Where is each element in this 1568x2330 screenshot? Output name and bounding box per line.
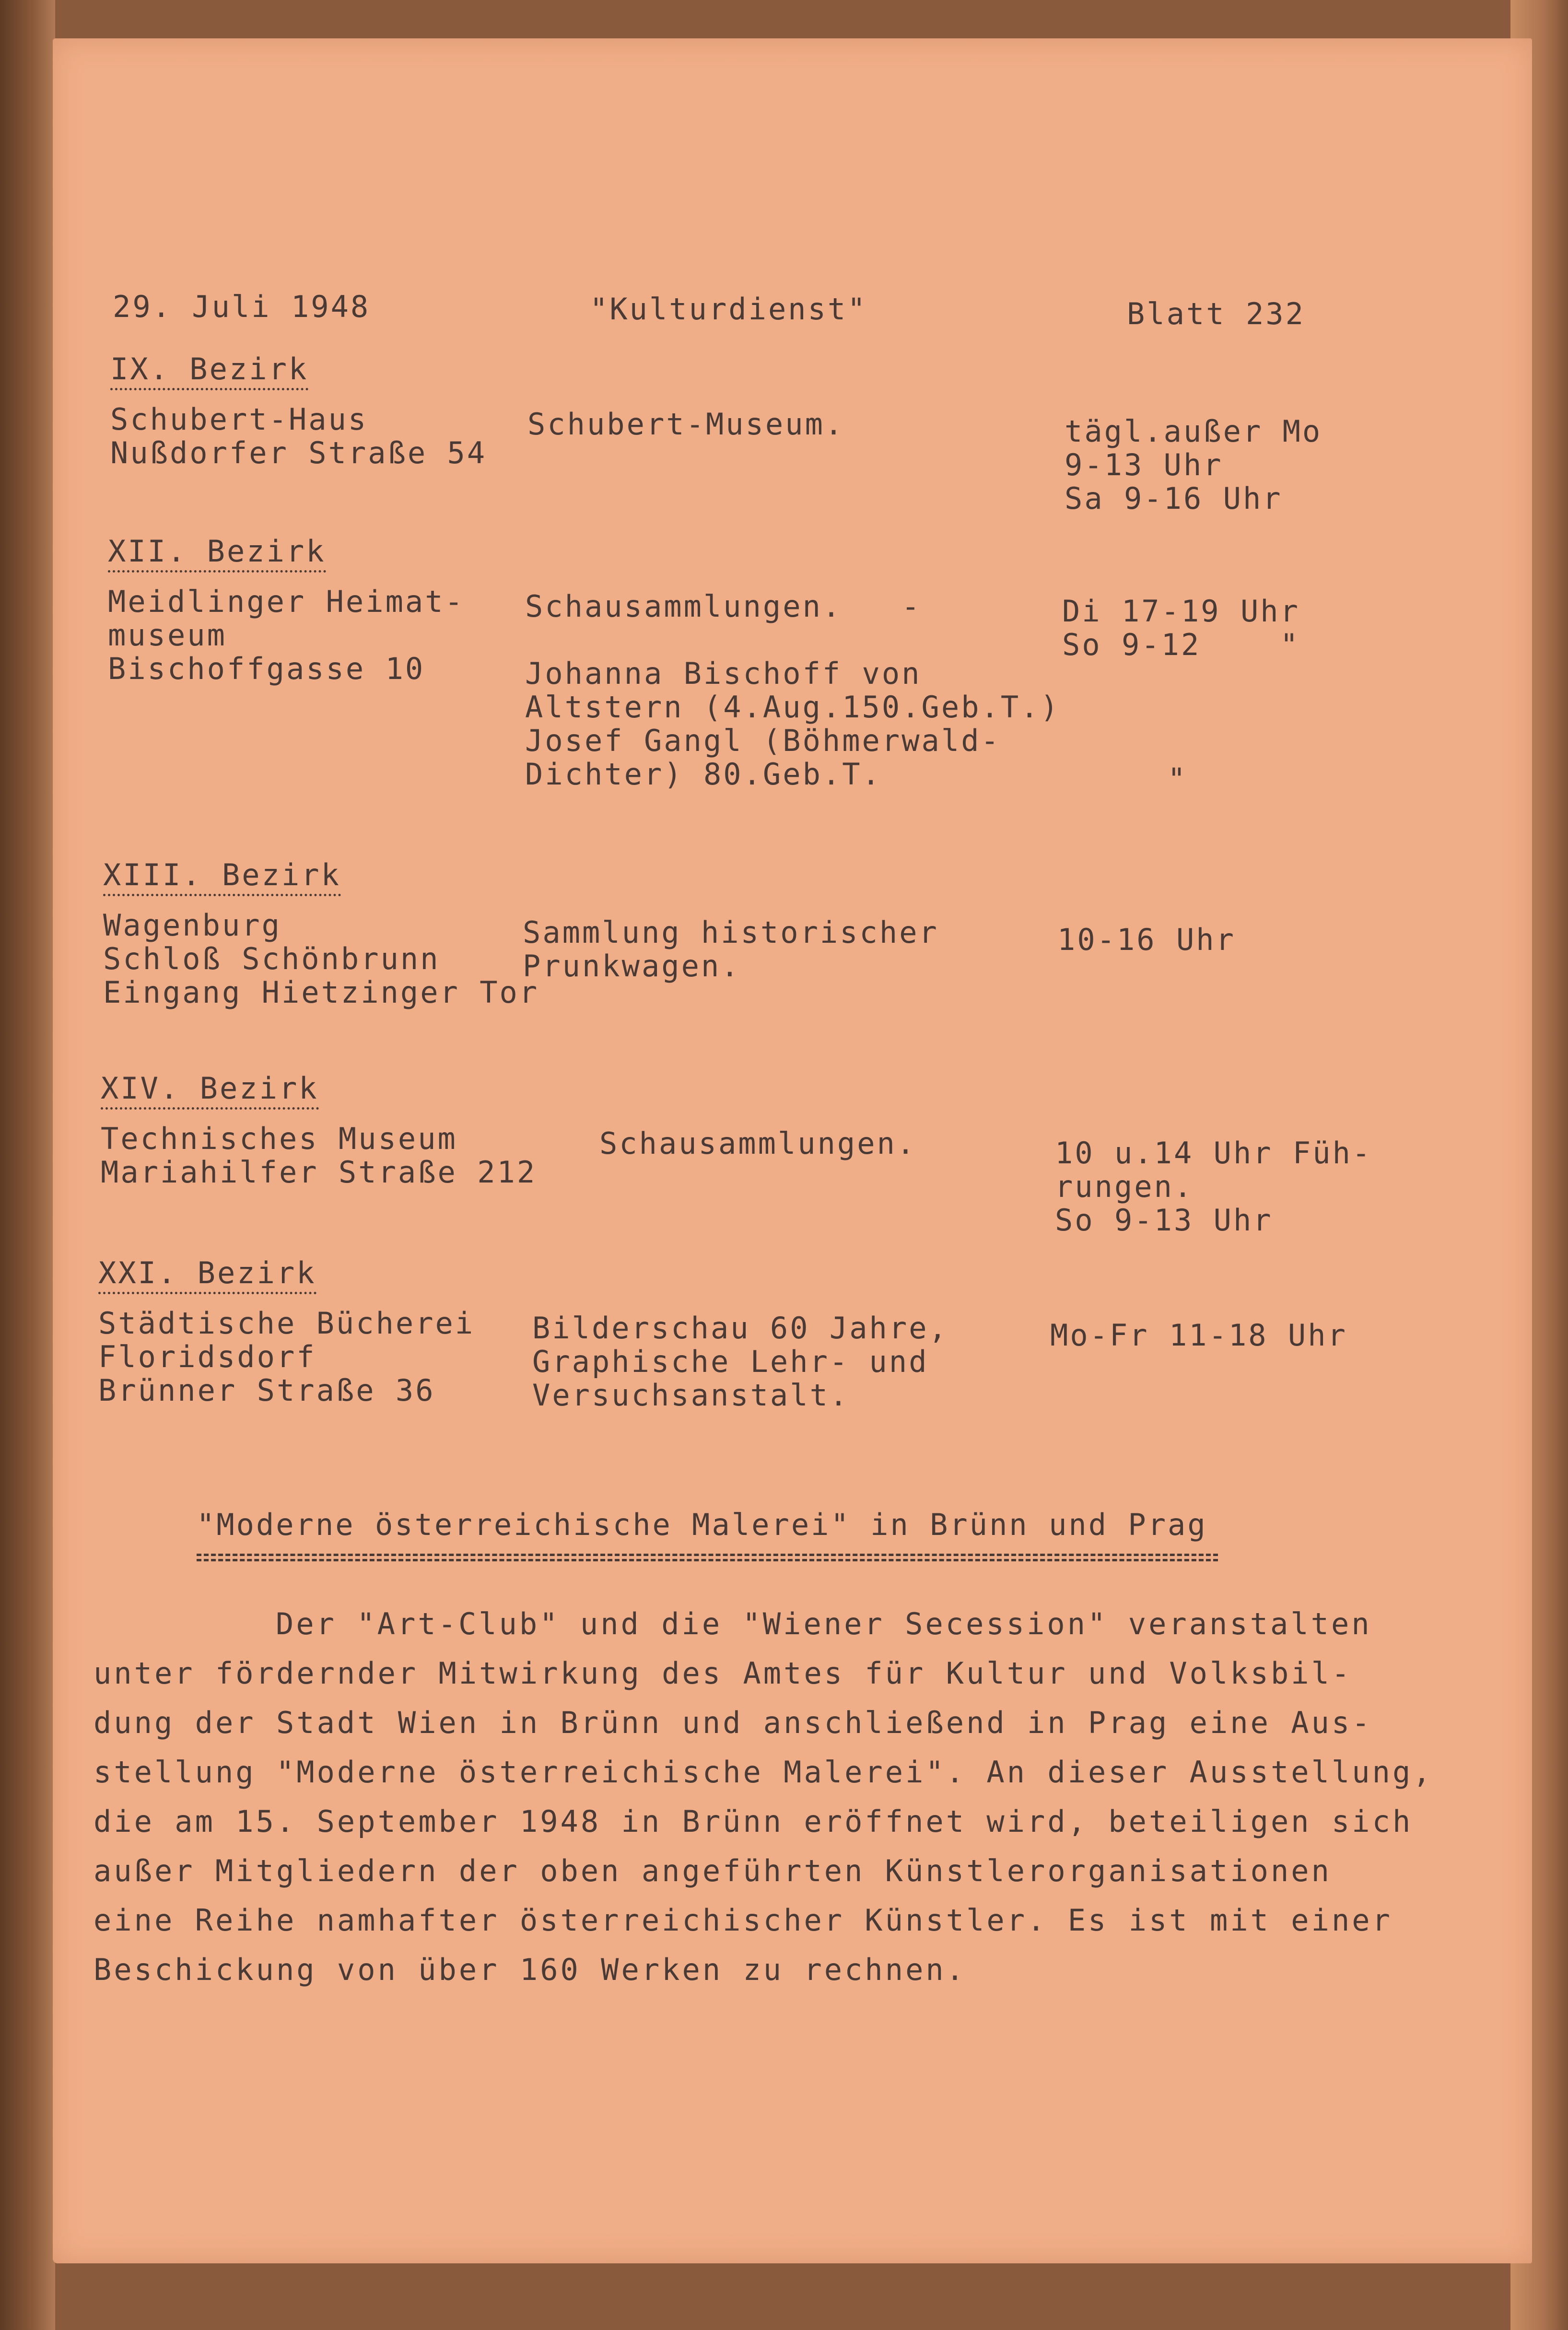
- district-location: Schubert-Haus Nußdorfer Straße 54: [110, 402, 487, 470]
- district-exhibition: Schausammlungen.: [599, 1126, 917, 1161]
- district-exhibition: Schausammlungen. - Johanna Bischoff von Altstern (4.Aug.150.Geb.T.) Josef Gangl (Böhmerwald- Dichter) 80.Geb.T.: [525, 589, 1060, 792]
- article-line: dung der Stadt Wien in Brünn und anschließend in Prag eine Aus-: [94, 1705, 1372, 1740]
- article-body: [94, 1599, 1433, 1994]
- district-hours: 10 u.14 Uhr Füh- rungen. So 9-13 Uhr: [1055, 1136, 1372, 1238]
- district-heading: XXI. Bezirk: [98, 1256, 316, 1294]
- article-title: "Moderne österreichische Malerei" in Brünn und Prag: [197, 1507, 1207, 1542]
- document-page: [53, 38, 1532, 2263]
- district-heading: XIII. Bezirk: [103, 858, 341, 896]
- district-hours: Mo-Fr 11-18 Uhr: [1050, 1318, 1347, 1353]
- book-spine: [0, 0, 55, 2330]
- district-heading: XIV. Bezirk: [101, 1072, 319, 1110]
- district-exhibition: Bilderschau 60 Jahre, Graphische Lehr- und Versuchsanstalt.: [532, 1311, 948, 1413]
- district-location: Technisches Museum Mariahilfer Straße 212: [101, 1121, 537, 1190]
- district-exhibition: Sammlung historischer Prunkwagen.: [523, 915, 939, 984]
- district-hours: Di 17-19 Uhr So 9-12 " ": [1062, 594, 1300, 796]
- article-line: unter fördernder Mitwirkung des Amtes für Kultur und Volksbil-: [94, 1656, 1352, 1691]
- header-sheet-number: Blatt 232: [1127, 296, 1305, 331]
- article-line: Beschickung von über 160 Werken zu rechnen.: [94, 1952, 967, 1987]
- district-location: Städtische Bücherei Floridsdorf Brünner Straße 36: [98, 1306, 475, 1408]
- district-exhibition: Schubert-Museum.: [527, 407, 845, 442]
- district-heading: IX. Bezirk: [110, 352, 308, 390]
- district-hours: tägl.außer Mo 9-13 Uhr Sa 9-16 Uhr: [1065, 414, 1322, 516]
- district-location: Meidlinger Heimat- museum Bischoffgasse 10: [108, 584, 465, 686]
- article-line: außer Mitgliedern der oben angeführten Künstlerorganisationen: [94, 1853, 1332, 1888]
- header-title: "Kulturdienst": [590, 292, 867, 327]
- article-line: die am 15. September 1948 in Brünn eröffnet wird, beteiligen sich: [94, 1804, 1413, 1839]
- district-location: Wagenburg Schloß Schönbrunn Eingang Hietzinger Tor: [103, 908, 539, 1010]
- district-hours: 10-16 Uhr: [1057, 922, 1236, 957]
- double-underline: [197, 1554, 1218, 1561]
- article-line: stellung "Moderne österreichische Malerei". An dieser Ausstellung,: [94, 1755, 1433, 1790]
- article-line: Der "Art-Club" und die "Wiener Secession" veranstalten: [276, 1606, 1372, 1641]
- header-date: 29. Juli 1948: [113, 289, 371, 324]
- article-line: eine Reihe namhafter österreichischer Künstler. Es ist mit einer: [94, 1903, 1392, 1938]
- district-heading: XII. Bezirk: [108, 535, 326, 573]
